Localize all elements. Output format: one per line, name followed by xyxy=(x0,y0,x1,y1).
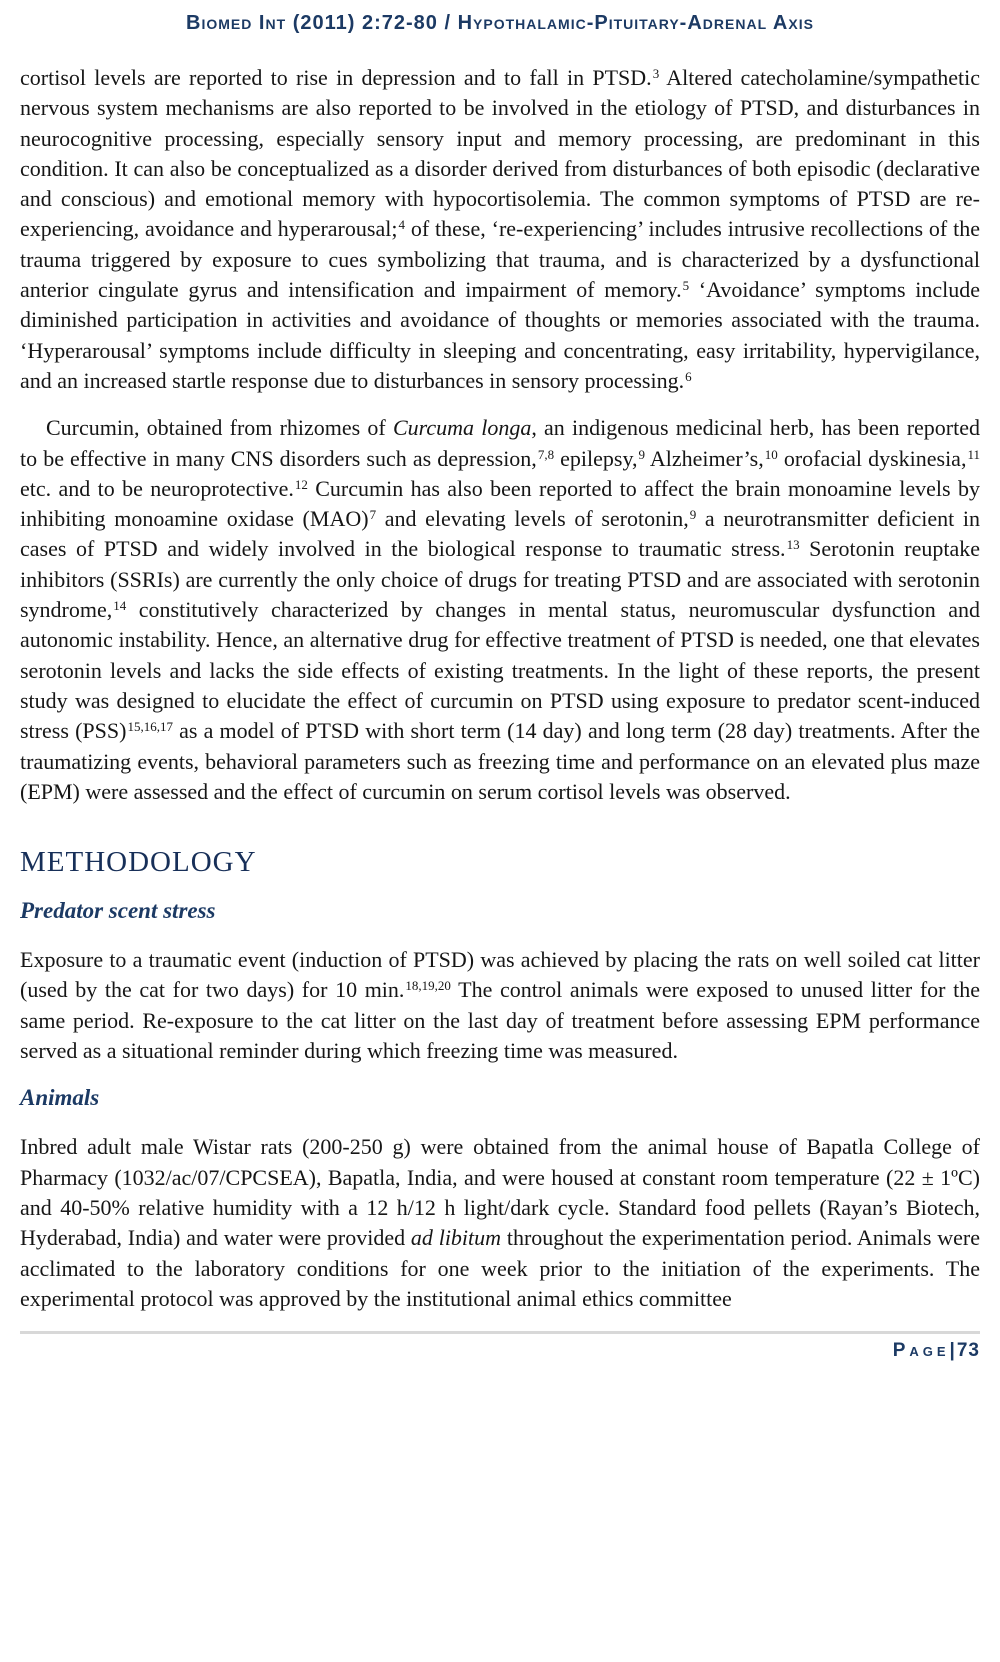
text-run: Alzheimer’s, xyxy=(645,445,764,471)
reference-superscript: 7,8 xyxy=(537,446,555,462)
text-run: Curcuma longa xyxy=(392,415,532,441)
reference-superscript: 13 xyxy=(786,537,800,553)
text-run: , an indigenous medicinal herb, has been reported to be effective in many CNS disorders such as depression, xyxy=(20,415,980,471)
text-run: and elevating levels of serotonin, xyxy=(376,506,689,532)
text-run: etc. and to be neuroprotective. xyxy=(20,475,294,501)
footer-page-label: Page xyxy=(892,1340,950,1362)
text-run: Inbred adult male Wistar rats (200-250 g) were obtained from the animal house of Bapatla College of Pharmacy (1032/ac/07/CPCSEA), Bapatla, India, and were housed at constant room temperature (22 ± 1ºC) and 40-50% relative humidity with a 12 h/12 h light/dark cycle. Standard food pellets (Rayan’s Biotech, Hyderabad, India) and water were provided xyxy=(20,1134,980,1251)
reference-superscript: 6 xyxy=(685,368,692,384)
reference-superscript: 18,19,20 xyxy=(405,978,451,994)
reference-superscript: 9 xyxy=(689,507,697,523)
reference-superscript: 14 xyxy=(113,598,127,614)
reference-superscript: 12 xyxy=(294,476,308,492)
text-run: epilepsy, xyxy=(554,445,638,471)
body-paragraph xyxy=(20,945,980,1066)
reference-superscript: 10 xyxy=(764,446,778,462)
reference-superscript: 5 xyxy=(682,278,690,294)
article-body xyxy=(20,63,980,1314)
text-run: orofacial dyskinesia, xyxy=(777,445,967,471)
page-footer xyxy=(20,1331,980,1362)
text-run: Serotonin reuptake inhibitors (SSRIs) are currently the only choice of drugs for treating PTSD and are associated with serotonin syndrome, xyxy=(20,536,980,623)
text-run: ad libitum xyxy=(410,1225,502,1251)
text-run: a neurotransmitter deficient in cases of PTSD and widely involved in the biological response to traumatic stress. xyxy=(20,506,981,562)
reference-superscript: 15,16,17 xyxy=(127,719,173,735)
journal-header: Biomed Int (2011) 2:72-80 / Hypothalamic-Pituitary-Adrenal Axis xyxy=(186,12,814,34)
text-run: Curcumin has also been reported to affect the brain monoamine levels by inhibiting monoamine oxidase (MAO) xyxy=(20,475,980,532)
footer-page-number: 73 xyxy=(956,1340,980,1362)
body-paragraph xyxy=(20,1132,980,1314)
body-paragraph xyxy=(20,63,980,396)
text-run: The control animals were exposed to unused litter for the same period. Re-exposure to the cat litter on the last day of treatment before assessing EPM performance served as a situational reminder during which freezing time was measured. xyxy=(20,977,980,1064)
reference-superscript: 11 xyxy=(967,446,980,462)
footer-separator: | xyxy=(949,1340,955,1362)
text-run: ‘Avoidance’ symptoms include diminished participation in activities and avoidance of thoughts or memories associated with the trauma. ‘Hyperarousal’ symptoms include difficulty in sleeping and concentrating, easy irritability, hypervigilance, and an increased startle response due to disturbances in sensory processing. xyxy=(20,277,980,393)
reference-superscript: 9 xyxy=(638,446,646,462)
text-run: constitutively characterized by changes in mental status, neuromuscular dysfunction and autonomic instability. Hence, an alternative drug for effective treatment of PTSD is needed, one that elevates serotonin levels and lacks the side effects of existing treatments. In the light of these reports, the present study was designed to elucidate the effect of curcumin on PTSD using exposure to predator scent-induced stress (PSS) xyxy=(20,597,980,744)
text-run: cortisol levels are reported to rise in depression and to fall in PTSD. xyxy=(20,65,652,90)
text-run: Curcumin, obtained from rhizomes of xyxy=(46,415,393,441)
section-heading: METHODOLOGY xyxy=(20,846,257,879)
text-run: Exposure to a traumatic event (induction of PTSD) was achieved by placing the rats on well soiled cat litter (used by the cat for two days) for 10 min. xyxy=(20,947,980,1003)
text-run: Altered catecholamine/sympathetic nervous system mechanisms are also reported to be involved in the etiology of PTSD, and disturbances in neurocognitive processing, especially sensory input and memory processing, are predominant in this condition. It can also be conceptualized as a disorder derived from disturbances of both episodic (declarative and conscious) and emotional memory with hypocortisolemia. The common symptoms of PTSD are re-experiencing, avoidance and hyperarousal; xyxy=(20,65,980,242)
section-subheading: Animals xyxy=(20,1085,100,1111)
body-paragraph xyxy=(20,413,980,807)
text-run: as a model of PTSD with short term (14 day) and long term (28 day) treatments. After the traumatizing events, behavioral parameters such as freezing time and performance on an elevated plus maze (EPM) were assessed and the effect of curcumin on serum cortisol levels was observed. xyxy=(20,718,981,804)
text-run: throughout the experimentation period. Animals were acclimated to the laboratory conditions for one week prior to the initiation of the experiments. The experimental protocol was approved by the institutional animal ethics committee xyxy=(20,1225,980,1311)
text-run: of these, ‘re-experiencing’ includes intrusive recollections of the trauma triggered by exposure to cues symbolizing that trauma, and is characterized by a dysfunctional anterior cingulate gyrus and intensification and impairment of memory. xyxy=(20,216,980,303)
reference-superscript: 7 xyxy=(369,507,377,523)
reference-superscript: 3 xyxy=(652,66,660,81)
section-subheading: Predator scent stress xyxy=(20,898,216,924)
reference-superscript: 4 xyxy=(398,217,405,233)
